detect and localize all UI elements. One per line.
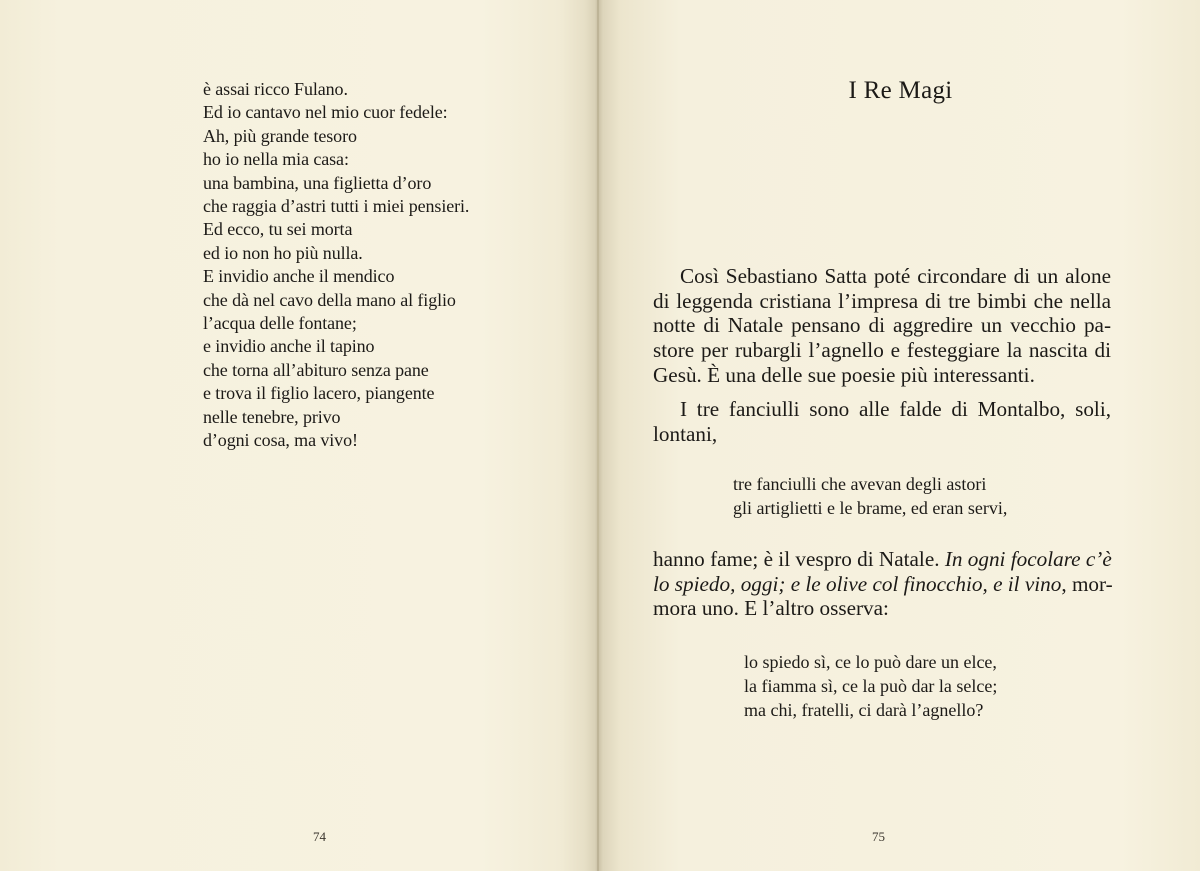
italic-quote: In ogni focolare c’è (944, 547, 1112, 571)
quoted-verse (733, 472, 1007, 520)
chapter-title: I Re Magi (848, 77, 953, 104)
page-number-right: 75 (872, 829, 885, 844)
verse-line: l’acqua delle fontane; (203, 313, 357, 334)
text-line: notte di Natale pensano di aggredire un vecchio pa- (653, 313, 1111, 338)
text-run: hanno fame; è il vespro di Natale. (653, 547, 945, 571)
verse-line: e invidio anche il tapino (203, 336, 375, 357)
verse-line: d’ogni cosa, ma vivo! (203, 430, 358, 451)
verse-line: che dà nel cavo della mano al figlio (203, 289, 456, 310)
text-run: , mor- (1061, 571, 1113, 596)
text-line: I tre fanciulli sono alle falde di Montalbo, soli, (680, 397, 1111, 421)
quoted-verse (744, 650, 997, 722)
book-gutter (597, 0, 599, 871)
verse-line: Ah, più grande tesoro (203, 125, 357, 146)
verse-line: tre fanciulli che avevan degli astori (733, 474, 987, 494)
verse-line: ed io non ho più nulla. (203, 242, 363, 263)
verse-line: la fiamma sì, ce la può dar la selce; (744, 676, 998, 696)
verse-line: una bambina, una figlietta d’oro (203, 172, 432, 193)
paragraph (653, 547, 1111, 621)
text-line: store per rubargli l’agnello e festeggiare la nascita di (653, 338, 1111, 363)
verse-line: ho io nella mia casa: (203, 149, 349, 170)
text-line: di leggenda cristiana l’impresa di tre bimbi che nella (653, 288, 1111, 313)
text-line: Gesù. È una delle sue poesie più interessanti. (653, 362, 1035, 387)
verse-line: nelle tenebre, privo (203, 406, 341, 427)
text-line: Così Sebastiano Satta poté circondare di un alone (680, 264, 1111, 288)
verse-line: e trova il figlio lacero, piangente (203, 383, 435, 404)
poem-excerpt (203, 78, 469, 453)
verse-line: lo spiedo sì, ce lo può dare un elce, (744, 652, 997, 672)
text-line: mora uno. E l’altro osserva: (653, 596, 889, 621)
text-line (653, 572, 1111, 597)
verse-line: Ed ecco, tu sei morta (203, 219, 353, 240)
text-line (653, 547, 1111, 572)
right-page (601, 0, 1200, 871)
paragraph (653, 264, 1111, 388)
paragraph (653, 397, 1111, 446)
verse-line: che torna all’abituro senza pane (203, 359, 429, 380)
verse-line: ma chi, fratelli, ci darà l’agnello? (744, 700, 984, 720)
text-line: lontani, (653, 421, 718, 446)
page-number-left: 74 (313, 829, 326, 844)
left-page (0, 0, 597, 871)
verse-line: che raggia d’astri tutti i miei pensieri. (203, 196, 470, 217)
verse-line: gli artiglietti e le brame, ed eran servi, (733, 498, 1008, 518)
verse-line: è assai ricco Fulano. (203, 79, 348, 99)
italic-quote: lo spiedo, oggi; e le olive col finocchio, e il vino (653, 571, 1062, 596)
verse-line: E invidio anche il mendico (203, 266, 395, 287)
verse-line: Ed io cantavo nel mio cuor fedele: (203, 102, 448, 123)
